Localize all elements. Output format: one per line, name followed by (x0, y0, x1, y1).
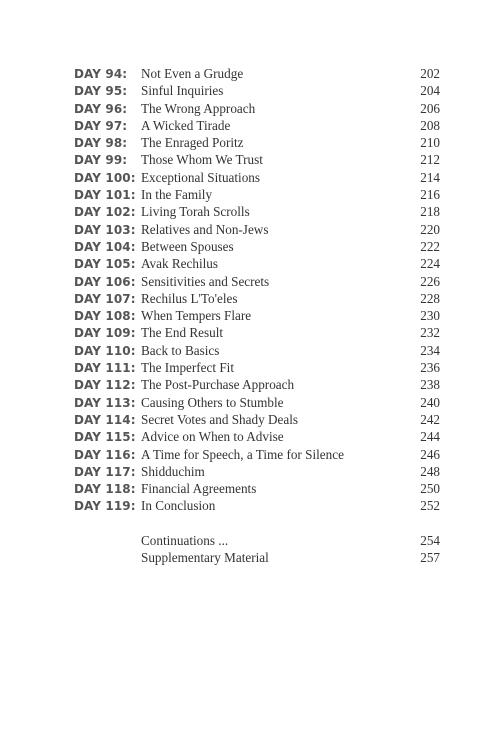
chapter-title: In Conclusion (141, 498, 216, 514)
chapter-title: A Wicked Tirade (141, 117, 231, 133)
toc-entry (74, 186, 440, 203)
chapter-title: Sensitivities and Secrets (141, 273, 270, 289)
toc-entry (74, 255, 440, 272)
chapter-title: Back to Basics (141, 342, 220, 358)
page-number: 210 (420, 135, 440, 151)
toc-entry (74, 134, 440, 151)
day-number: DAY 97: (74, 118, 128, 133)
chapter-title: Advice on When to Advise (141, 429, 284, 445)
toc-entry (74, 273, 440, 290)
page-number: 218 (420, 204, 440, 220)
page-number: 208 (420, 117, 440, 133)
table-of-contents (74, 65, 440, 566)
chapter-title: Avak Rechilus (141, 256, 219, 272)
page-number: 234 (420, 342, 440, 358)
toc-entry (74, 549, 440, 566)
chapter-title: Exceptional Situations (141, 169, 261, 185)
day-number: DAY 113: (74, 395, 136, 410)
page-number: 244 (420, 429, 440, 445)
page-number: 252 (420, 498, 440, 514)
toc-entry (74, 463, 440, 480)
toc-entry (74, 446, 440, 463)
toc-entry (74, 82, 440, 99)
day-number: DAY 96: (74, 101, 128, 116)
page-number: 202 (420, 66, 440, 81)
toc-entry (74, 480, 440, 497)
toc-entry (74, 376, 440, 393)
chapter-title: The Imperfect Fit (141, 360, 235, 376)
page-number: 242 (420, 411, 440, 427)
page-number: 236 (420, 360, 440, 376)
toc-entry (74, 238, 440, 255)
day-number: DAY 116: (74, 447, 136, 462)
chapter-title: Those Whom We Trust (141, 152, 263, 168)
chapter-title: Sinful Inquiries (141, 83, 224, 99)
day-number: DAY 102: (74, 205, 136, 220)
toc-entry (74, 221, 440, 238)
day-number: DAY 106: (74, 274, 136, 289)
page-number: 230 (420, 308, 440, 324)
page-number: 246 (420, 446, 440, 462)
day-number: DAY 111: (74, 361, 136, 376)
page-number: 212 (420, 152, 440, 168)
toc-entry (74, 151, 440, 168)
toc-entry (74, 169, 440, 186)
chapter-title: When Tempers Flare (141, 308, 252, 324)
page-number: 224 (420, 256, 440, 272)
chapter-title: Between Spouses (141, 238, 234, 254)
chapter-title: Relatives and Non-Jews (141, 221, 269, 237)
chapter-title: The Enraged Poritz (141, 135, 244, 151)
toc-entry (74, 307, 440, 324)
toc-entry (74, 65, 440, 82)
page-number: 238 (420, 377, 440, 393)
day-number: DAY 104: (74, 239, 136, 254)
day-number: DAY 103: (74, 222, 136, 237)
page-number: 228 (420, 290, 440, 306)
day-number: DAY 112: (74, 378, 136, 393)
section-gap (74, 515, 440, 532)
day-number: DAY 108: (74, 309, 136, 324)
day-number: DAY 100: (74, 170, 136, 185)
day-number: DAY 101: (74, 188, 136, 203)
toc-entry (74, 203, 440, 220)
day-entries (74, 65, 440, 515)
day-number: DAY 105: (74, 257, 136, 272)
chapter-title: Shidduchim (141, 463, 205, 479)
page-number: 216 (420, 187, 440, 203)
page-number: 204 (420, 83, 440, 99)
chapter-title: The Post-Purchase Approach (141, 377, 295, 393)
chapter-title: Causing Others to Stumble (141, 394, 284, 410)
chapter-title: A Time for Speech, a Time for Silence (141, 446, 344, 462)
page-number: 226 (420, 273, 440, 289)
day-number: DAY 117: (74, 464, 136, 479)
day-number: DAY 109: (74, 326, 136, 341)
chapter-title: Continuations ... (141, 532, 229, 548)
toc-entry (74, 532, 440, 549)
page-number: 222 (420, 238, 440, 254)
day-number: DAY 107: (74, 291, 136, 306)
chapter-title: Living Torah Scrolls (141, 204, 250, 220)
chapter-title: Not Even a Grudge (141, 66, 244, 81)
day-number: DAY 114: (74, 412, 136, 427)
page-number: 232 (420, 325, 440, 341)
page-number: 257 (420, 550, 440, 566)
chapter-title: Financial Agreements (141, 481, 257, 497)
day-number: DAY 98: (74, 136, 128, 151)
day-number: DAY 119: (74, 499, 136, 514)
page-number: 250 (420, 481, 440, 497)
chapter-title: The End Result (141, 325, 224, 341)
chapter-title: Rechilus L'To'eles (141, 290, 238, 306)
toc-entry (74, 342, 440, 359)
page-number: 206 (420, 100, 440, 116)
page-number: 214 (420, 169, 440, 185)
toc-entry (74, 497, 440, 514)
toc-entry (74, 359, 440, 376)
page-number: 254 (420, 532, 440, 548)
toc-entry (74, 411, 440, 428)
chapter-title: Secret Votes and Shady Deals (141, 411, 298, 427)
toc-entry (74, 100, 440, 117)
toc-entry (74, 290, 440, 307)
day-number: DAY 95: (74, 84, 128, 99)
chapter-title: In the Family (141, 187, 213, 203)
day-number: DAY 118: (74, 482, 136, 497)
day-number: DAY 110: (74, 343, 136, 358)
page-number: 240 (420, 394, 440, 410)
back-matter-entries (74, 532, 440, 567)
page-number: 220 (420, 221, 440, 237)
day-number: DAY 115: (74, 430, 136, 445)
day-number: DAY 94: (74, 67, 128, 81)
toc-entry (74, 394, 440, 411)
chapter-title: The Wrong Approach (141, 100, 256, 116)
day-number: DAY 99: (74, 153, 128, 168)
toc-entry (74, 428, 440, 445)
chapter-title: Supplementary Material (141, 550, 269, 566)
page-number: 248 (420, 463, 440, 479)
toc-entry (74, 117, 440, 134)
toc-entry (74, 324, 440, 341)
